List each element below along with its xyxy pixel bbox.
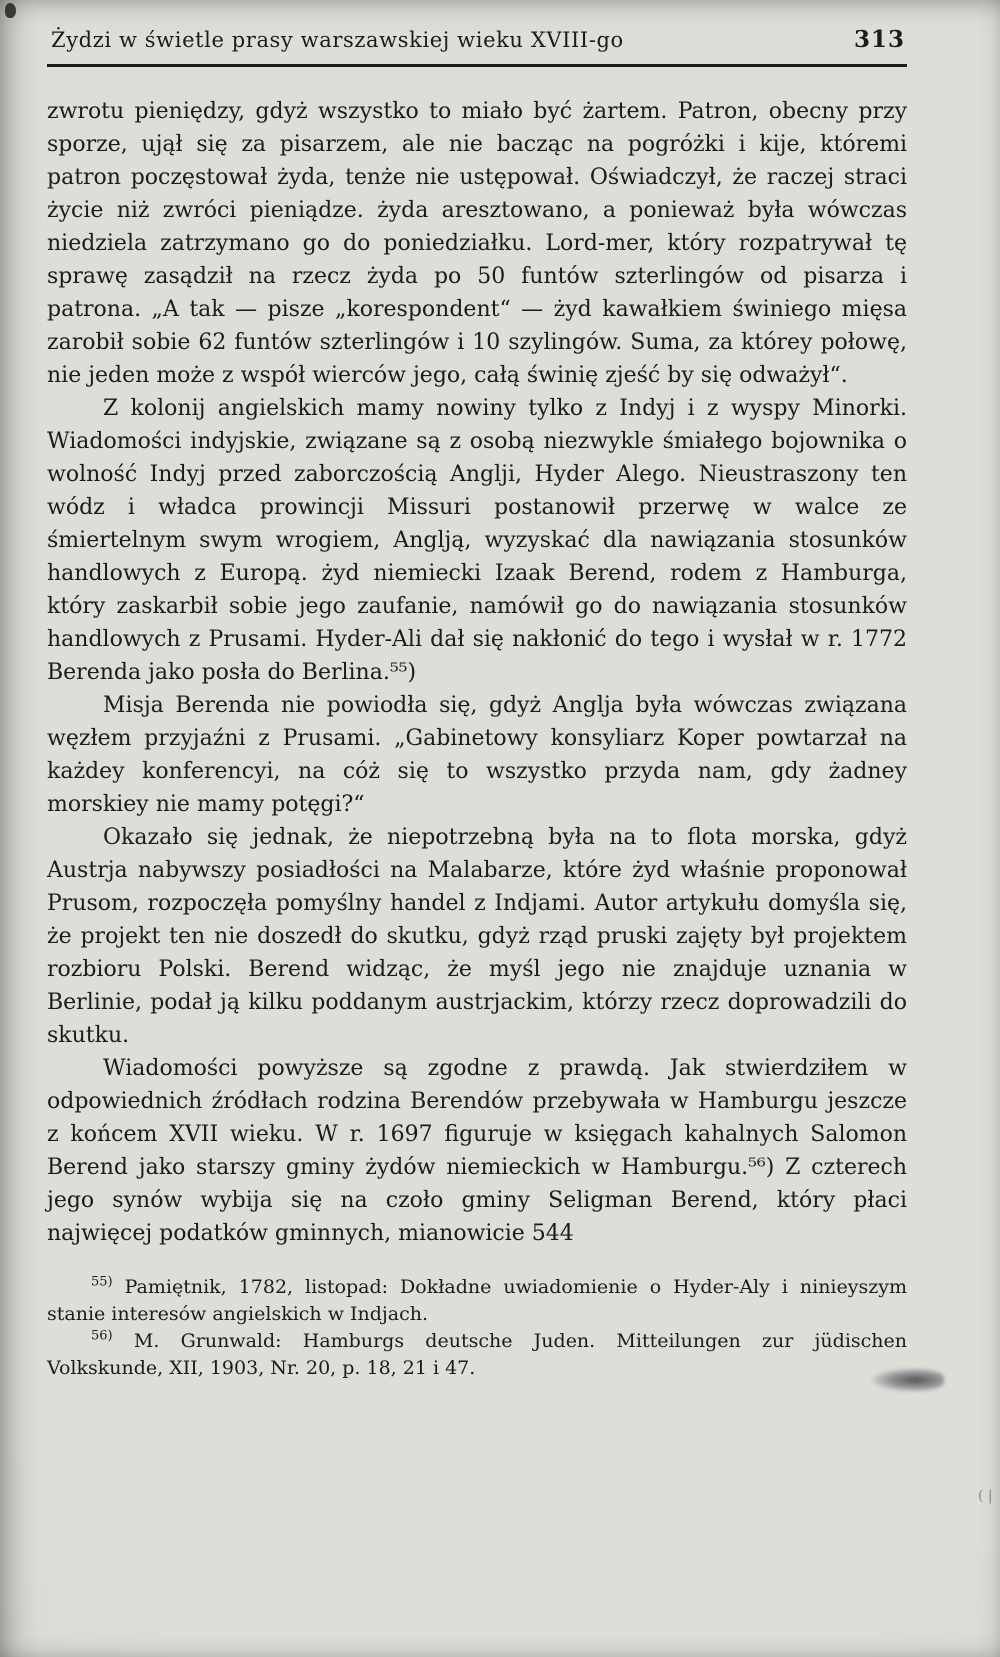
scan-speck (5, 3, 16, 18)
page-header (47, 26, 907, 67)
footnote-text: M. Grunwald: Hamburgs deutsche Juden. Mitteilungen zur jüdischen Volkskunde, XII, 1903, Nr. 20, p. 18, 21 i 47. (47, 1330, 907, 1379)
running-title: Żydzi w świetle prasy warszawskiej wieku XVIII-go (51, 28, 624, 52)
footnotes (47, 1274, 907, 1382)
body-paragraph: zwrotu pieniędzy, gdyż wszystko to miało być żartem. Patron, obecny przy sporze, ujął się za pisarzem, ale nie bacząc na pogróżki i kije, któremi patron poczęstował żyda, tenże nie ustępował. Oświadczył, że raczej straci życie niż zwróci pieniądze. żyda aresztowano, a ponieważ była wówczas niedziela zatrzymano go do poniedziałku. Lord-mer, który rozpatrywał tę sprawę zasądził na rzecz żyda po 50 funtów szterlingów od pisarza i patrona. „A tak — pisze „korespondent“ — żyd kawałkiem świniego mięsa zarobił sobie 62 funtów szterlingów i 10 szylingów. Suma, za którey połowę, nie jeden może z współ wierców jego, całą świnię zjeść by się odważył“. (47, 99, 907, 388)
scan-edge-mark: ( | (978, 1488, 993, 1504)
body-paragraph: Okazało się jednak, że niepotrzebną była na to flota morska, gdyż Austrja nabywszy posiadłości na Malabarze, które żyd właśnie proponował Prusom, rozpoczęła pomyślny handel z Indjami. Autor artykułu domyśla się, że projekt ten nie doszedł do skutku, gdyż rząd pruski zajęty był projektem rozbioru Polski. Berend widząc, że myśl jego nie znajduje uznania w Berlinie, podał ją kilku poddanym austrjackim, którzy rzecz doprowadzili do skutku. (47, 825, 907, 1048)
body-paragraph: Wiadomości powyższe są zgodne z prawdą. Jak stwierdziłem w odpowiednich źródłach rodzina Berendów przebywała w Hamburgu jeszcze z końcem XVII wieku. W r. 1697 figuruje w księgach kahalnych Salomon Berend jako starszy gminy żydów niemieckich w Hamburgu.⁵⁶) Z czterech jego synów wybija się na czoło gminy Seligman Berend, który płaci najwięcej podatków gminnych, mianowicie 544 (47, 1056, 907, 1246)
body-text (47, 95, 907, 1250)
body-paragraph: Z kolonij angielskich mamy nowiny tylko z Indyj i z wyspy Minorki. Wiadomości indyjskie, związane są z osobą niezwykle śmiałego bojownika o wolność Indyj przed zaborczością Anglji, Hyder Alego. Nieustraszony ten wódz i władca prowincji Missuri postanowił przerwę w walce ze śmiertelnym swym wrogiem, Anglją, wyzyskać dla nawiązania stosunków handlowych z Europą. żyd niemiecki Izaak Berend, rodem z Hamburga, który zaskarbił sobie jego zaufanie, namówił go do nawiązania stosunków handlowych z Prusami. Hyder-Ali dał się nakłonić do tego i wysłał w r. 1772 Berenda jako posła do Berlina.⁵⁵) (47, 396, 907, 685)
footnote-marker: 55) (91, 1274, 113, 1290)
body-paragraph: Misja Berenda nie powiodła się, gdyż Anglja była wówczas związana węzłem przyjaźni z Prusami. „Gabinetowy konsyliarz Koper powtarzał na każdey konferencyi, na cóż się to wszystko przyda nam, gdy żadney morskiey nie mamy potęgi?“ (47, 693, 907, 817)
ink-stain (872, 1368, 944, 1392)
footnote (47, 1274, 907, 1328)
page-number: 313 (853, 26, 905, 53)
footnote-text: Pamiętnik, 1782, listopad: Dokładne uwiadomienie o Hyder-Aly i ninieyszym stanie interesów angielskich w Indjach. (47, 1276, 908, 1325)
footnote (47, 1328, 907, 1382)
footnote-marker: 56) (91, 1328, 113, 1344)
page-content (47, 26, 907, 1382)
